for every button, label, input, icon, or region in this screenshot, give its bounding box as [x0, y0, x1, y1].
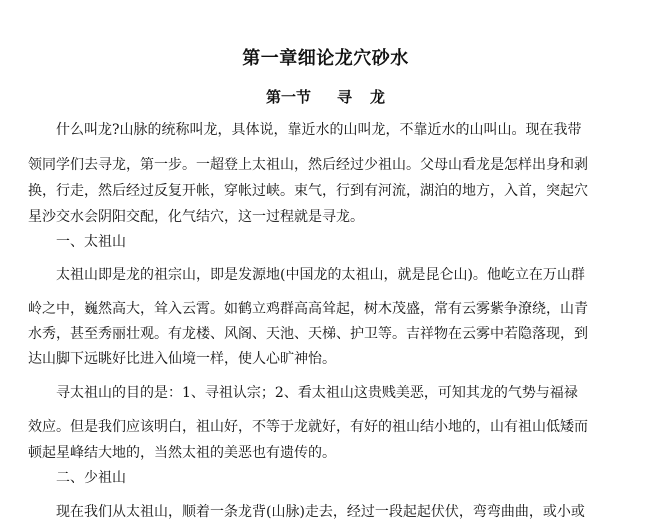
paragraph-line: 岭之中，巍然高大，耸入云霄。如鹤立鸡群高高耸起，树木茂盛，常有云雾紫争潦绕，山青 [28, 301, 588, 317]
paragraph-line: 星沙交水会阴阳交配，化气结穴，这一过程就是寻龙。 [28, 209, 364, 225]
section-char-1: 寻 [336, 88, 352, 106]
paragraph-line: 领同学们去寻龙，第一步。一超登上太祖山，然后经过少祖山。父母山看龙是怎样出身和剥 [28, 157, 588, 173]
paragraph-line: 效应。但是我们应该明白，祖山好，不等于龙就好，有好的祖山结小地的，山有祖山低矮而 [28, 419, 588, 435]
paragraph-line: 水秀，甚至秀丽壮观。有龙楼、风阁、天池、天梯、护卫等。吉祥物在云雾中若隐落现，到 [28, 326, 588, 342]
paragraph-line: 什么叫龙?山脉的统称叫龙，具体说，靠近水的山叫龙，不靠近水的山叫山。现在我带 [56, 122, 582, 138]
subsection-heading: 一、太祖山 [56, 234, 126, 250]
paragraph-line: 达山脚下远眺好比进入仙境一样，使人心旷神怡。 [28, 351, 336, 367]
paragraph-line: 寻太祖山的目的是：1、寻祖认宗；2、看太祖山这贵贱美恶，可知其龙的气势与福禄 [56, 385, 578, 401]
paragraph-line: 换，行走，然后经过反复开帐，穿帐过峡。束气，行到有河流，湖泊的地方，入首，突起穴 [28, 183, 588, 199]
chapter-title: 第一章细论龙穴砂水 [242, 48, 409, 69]
subsection-heading: 二、少祖山 [56, 470, 126, 486]
section-char-2: 龙 [370, 88, 386, 106]
paragraph-line: 太祖山即是龙的祖宗山，即是发源地(中国龙的太祖山，就是昆仑山)。他屹立在万山群 [56, 267, 585, 283]
paragraph-line: 现在我们从太祖山，顺着一条龙背(山脉)走去，经过一段起起伏伏，弯弯曲曲，或小或 [56, 504, 585, 520]
paragraph-line: 顿起星峰结大地的，当然太祖的美恶也有遗传的。 [28, 445, 336, 461]
section-title [0, 86, 651, 107]
section-label: 第一节 [265, 88, 311, 106]
